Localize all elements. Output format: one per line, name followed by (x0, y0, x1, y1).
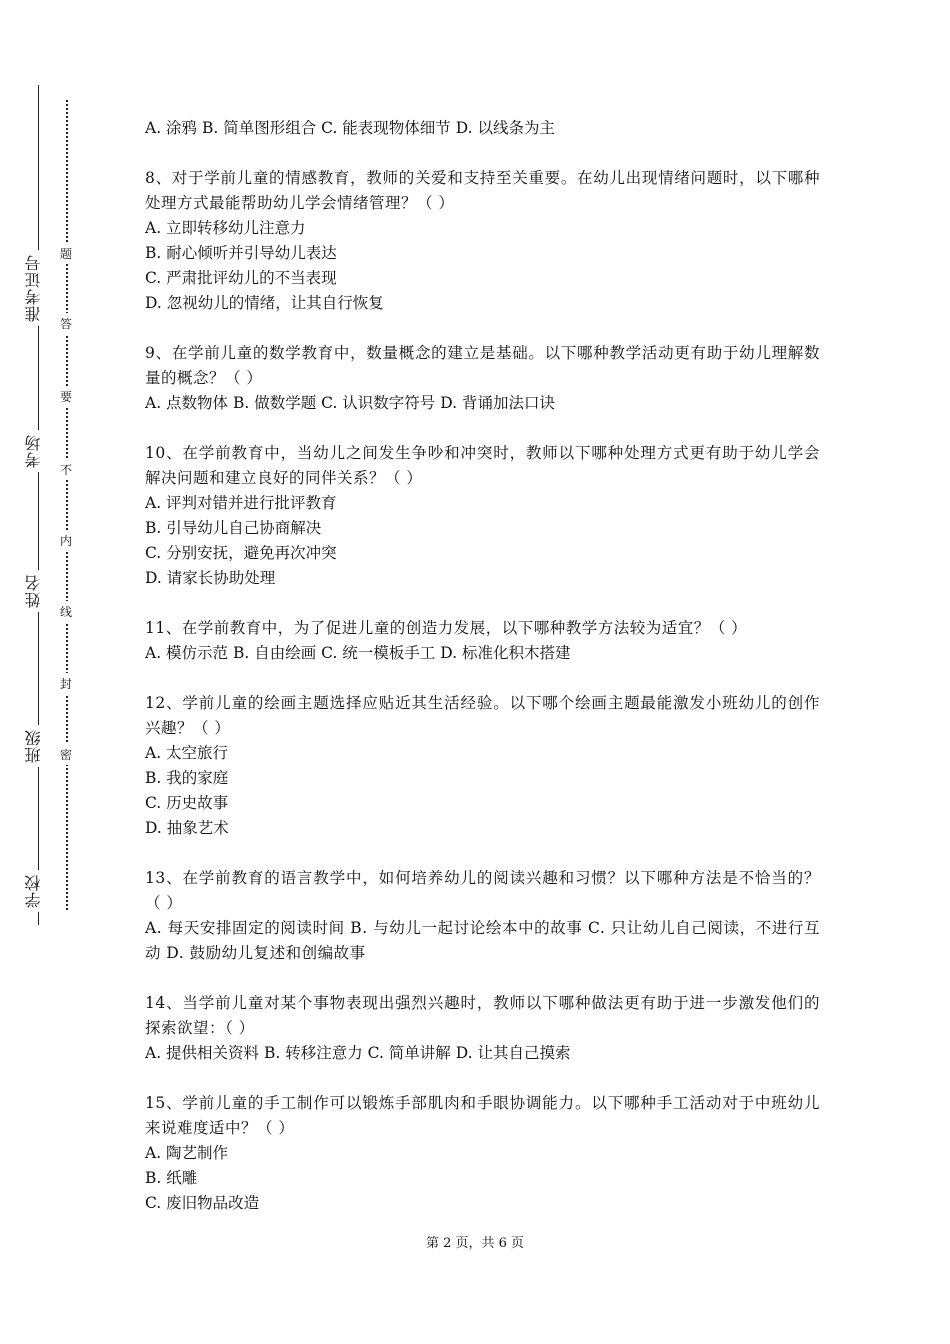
option: C. 历史故事 (145, 794, 229, 812)
option: A. 立即转移幼儿注意力 (145, 219, 306, 237)
option: A. 模仿示范 B. 自由绘画 C. 统一模板手工 D. 标准化积木搭建 (145, 644, 571, 662)
question-13 (145, 866, 820, 966)
question-9 (145, 341, 820, 416)
option: D. 请家长协助处理 (145, 569, 276, 587)
option: B. 耐心倾听并引导幼儿表达 (145, 244, 337, 262)
page-footer: 第 2 页，共 6 页 (425, 1236, 525, 1251)
question-content (145, 116, 820, 1216)
seal-char: 不 (58, 459, 74, 480)
question-text: 14、当学前儿童对某个事物表现出强烈兴趣时，教师以下哪种做法更有助于进一步激发他们的探索欲望：（ ） (145, 994, 820, 1037)
option: D. 抽象艺术 (145, 819, 229, 837)
question-text: 10、在学前教育中，当幼儿之间发生争吵和冲突时，教师以下哪种处理方式更有助于幼儿学会解决问题和建立良好的同伴关系？（ ） (145, 444, 820, 487)
question-11 (145, 616, 820, 666)
option: D. 忽视幼儿的情绪，让其自行恢复 (145, 294, 384, 312)
seal-char: 密 (58, 744, 74, 765)
margin-dotted-line (66, 100, 68, 910)
option: B. 我的家庭 (145, 769, 229, 787)
seal-char: 封 (58, 673, 74, 694)
question-text: 8、对于学前儿童的情感教育，教师的关爱和支持至关重要。在幼儿出现情绪问题时，以下哪种处理方式最能帮助幼儿学会情绪管理？（ ） (145, 169, 820, 212)
field-exam-number: 准考证号 (22, 250, 54, 326)
option: A. 太空旅行 (145, 744, 229, 762)
option: B. 引导幼儿自己协商解决 (145, 519, 322, 537)
seal-char: 答 (58, 313, 74, 334)
question-text: 12、学前儿童的绘画主题选择应贴近其生活经验。以下哪个绘画主题最能激发小班幼儿的创作兴趣？（ ） (145, 694, 820, 737)
question-text: 9、在学前儿童的数学教育中，数量概念的建立是基础。以下哪种教学活动更有助于幼儿理解数量的概念？（ ） (145, 344, 820, 387)
question-15 (145, 1091, 820, 1216)
field-class: 班级 (22, 725, 54, 767)
question-text: 11、在学前教育中，为了促进儿童的创造力发展，以下哪种教学方法较为适宜？（ ） (145, 619, 748, 637)
question-10 (145, 441, 820, 591)
question-text: 15、学前儿童的手工制作可以锻炼手部肌肉和手眼协调能力。以下哪种手工活动对于中班幼儿来说难度适中？（ ） (145, 1094, 820, 1137)
seal-char: 内 (58, 530, 74, 551)
field-school: 学校 (22, 870, 54, 912)
option: C. 废旧物品改造 (145, 1194, 260, 1212)
seal-char: 线 (58, 601, 74, 622)
seal-char: 要 (58, 386, 74, 407)
option: B. 纸雕 (145, 1169, 198, 1187)
option: C. 分别安抚，避免再次冲突 (145, 544, 337, 562)
binding-margin (0, 0, 110, 1344)
option: A. 陶艺制作 (145, 1144, 229, 1162)
question-12 (145, 691, 820, 841)
option: A. 提供相关资料 B. 转移注意力 C. 简单讲解 D. 让其自己摸索 (145, 1044, 571, 1062)
question-8 (145, 166, 820, 316)
field-exam-room: 考场 (22, 430, 54, 472)
option: A. 评判对错并进行批评教育 (145, 494, 337, 512)
question-14 (145, 991, 820, 1066)
option: A. 点数物体 B. 做数学题 C. 认识数字符号 D. 背诵加法口诀 (145, 394, 555, 412)
prev-question-options: A. 涂鸦 B. 简单图形组合 C. 能表现物体细节 D. 以线条为主 (145, 119, 555, 137)
seal-char: 题 (58, 243, 74, 264)
question-text: 13、在学前教育的语言教学中，如何培养幼儿的阅读兴趣和习惯？以下哪种方法是不恰当的？（ ） (145, 869, 820, 912)
option: C. 严肃批评幼儿的不当表现 (145, 269, 337, 287)
option: A. 每天安排固定的阅读时间 B. 与幼儿一起讨论绘本中的故事 C. 只让幼儿自己阅读，不进行互动 D. 鼓励幼儿复述和创编故事 (145, 919, 820, 962)
margin-solid-line (38, 85, 39, 925)
field-name: 姓名 (22, 570, 54, 612)
